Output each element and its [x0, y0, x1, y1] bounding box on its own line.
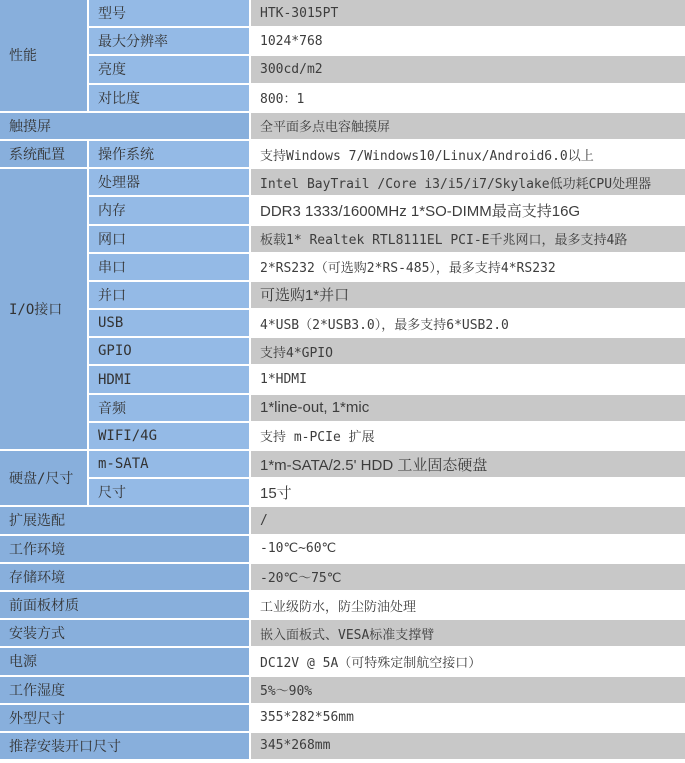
row-value: 全平面多点电容触摸屏	[250, 112, 685, 140]
category-cell-power: 电源	[0, 647, 250, 675]
table-row	[0, 337, 685, 365]
category-cell-mounting: 安装方式	[0, 619, 250, 647]
table-row	[0, 647, 685, 675]
row-value: -10℃~60℃	[250, 535, 685, 563]
row-value: Intel BayTrail /Core i3/i5/i7/Skylake低功耗CPU处理器	[250, 168, 685, 196]
row-value: 5%～90%	[250, 676, 685, 704]
category-cell-operating-env: 工作环境	[0, 535, 250, 563]
row-label: 串口	[88, 253, 250, 281]
row-label: 内存	[88, 196, 250, 224]
row-label: GPIO	[88, 337, 250, 365]
category-cell-humidity: 工作湿度	[0, 676, 250, 704]
row-label: 尺寸	[88, 478, 250, 506]
row-value: 1024*768	[250, 27, 685, 55]
row-value: 1*line-out, 1*mic	[250, 394, 685, 422]
table-row	[0, 168, 685, 196]
table-row	[0, 422, 685, 450]
row-value: /	[250, 506, 685, 534]
row-value: -20℃～75℃	[250, 563, 685, 591]
table-row	[0, 0, 685, 27]
row-label: HDMI	[88, 365, 250, 393]
row-label: 并口	[88, 281, 250, 309]
category-cell-outer-dimensions: 外型尺寸	[0, 704, 250, 732]
row-label: 网口	[88, 225, 250, 253]
category-cell-touchscreen: 触摸屏	[0, 112, 250, 140]
row-value: DDR3 1333/1600MHz 1*SO-DIMM最高支持16G	[250, 196, 685, 224]
row-value: 支持 m-PCIe 扩展	[250, 422, 685, 450]
table-row	[0, 196, 685, 224]
table-row	[0, 55, 685, 83]
category-cell-storage-env: 存储环境	[0, 563, 250, 591]
row-label: 亮度	[88, 55, 250, 83]
row-label: 操作系统	[88, 140, 250, 168]
category-cell-front-panel: 前面板材质	[0, 591, 250, 619]
category-cell-performance: 性能	[0, 0, 88, 112]
row-label: USB	[88, 309, 250, 337]
table-row	[0, 309, 685, 337]
row-value: 板载1* Realtek RTL8111EL PCI-E千兆网口，最多支持4路	[250, 225, 685, 253]
row-value: 1*HDMI	[250, 365, 685, 393]
row-value: 1*m-SATA/2.5' HDD 工业固态硬盘	[250, 450, 685, 478]
category-cell-io-ports: I/O接口	[0, 168, 88, 450]
row-value: 可选购1*并口	[250, 281, 685, 309]
table-row	[0, 506, 685, 534]
row-value: 支持Windows 7/Windows10/Linux/Android6.0以上	[250, 140, 685, 168]
table-row	[0, 732, 685, 759]
row-value: 4*USB（2*USB3.0），最多支持6*USB2.0	[250, 309, 685, 337]
table-row	[0, 27, 685, 55]
table-row	[0, 394, 685, 422]
table-row	[0, 591, 685, 619]
row-label: WIFI/4G	[88, 422, 250, 450]
table-row	[0, 225, 685, 253]
category-cell-system-config: 系统配置	[0, 140, 88, 168]
row-value: 支持4*GPIO	[250, 337, 685, 365]
table-row	[0, 140, 685, 168]
table-row	[0, 563, 685, 591]
row-label: 处理器	[88, 168, 250, 196]
row-value: 345*268mm	[250, 732, 685, 759]
table-row	[0, 281, 685, 309]
category-cell-storage-size: 硬盘/尺寸	[0, 450, 88, 506]
table-row	[0, 535, 685, 563]
row-label: m-SATA	[88, 450, 250, 478]
row-value: 工业级防水，防尘防油处理	[250, 591, 685, 619]
row-value: 355*282*56mm	[250, 704, 685, 732]
row-value: 800：1	[250, 84, 685, 112]
table-row	[0, 112, 685, 140]
row-value: DC12V @ 5A（可特殊定制航空接口）	[250, 647, 685, 675]
category-cell-expansion: 扩展选配	[0, 506, 250, 534]
row-label: 最大分辨率	[88, 27, 250, 55]
category-cell-cutout-dimensions: 推荐安装开口尺寸	[0, 732, 250, 759]
row-value: 15寸	[250, 478, 685, 506]
table-row	[0, 676, 685, 704]
row-value: HTK-3015PT	[250, 0, 685, 27]
table-row	[0, 478, 685, 506]
row-label: 型号	[88, 0, 250, 27]
row-value: 2*RS232（可选购2*RS-485），最多支持4*RS232	[250, 253, 685, 281]
table-row	[0, 253, 685, 281]
table-row	[0, 84, 685, 112]
table-row	[0, 365, 685, 393]
table-row	[0, 619, 685, 647]
table-row	[0, 704, 685, 732]
row-value: 嵌入面板式、VESA标准支撑臂	[250, 619, 685, 647]
table-row	[0, 450, 685, 478]
row-label: 音频	[88, 394, 250, 422]
row-value: 300cd/m2	[250, 55, 685, 83]
row-label: 对比度	[88, 84, 250, 112]
